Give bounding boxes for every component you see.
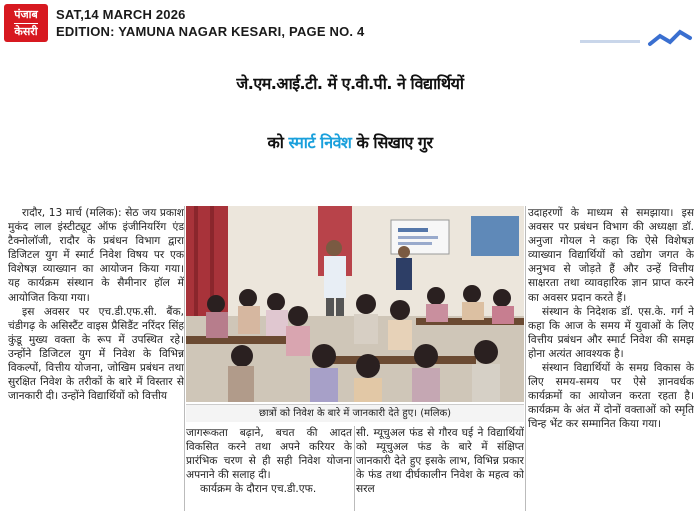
edition-info (56, 6, 364, 40)
headline-prefix: को (267, 133, 289, 152)
column-divider (184, 206, 185, 511)
issue-date: SAT,14 MARCH 2026 (56, 7, 186, 22)
article-paragraph: इस अवसर पर एच.डी.एफ.सी. बैंक, चंडीगढ़ के असिस्टैंट वाइस प्रैसिडैंट नरिंदर सिंह कुंडू मुख्य वक्ता के रूप में उपस्थित रहे। उन्होंने डिजिटल युग में निवेश के विभिन्न विकल्पों, वित्तीय योजना, जोखिम प्रबंधन तथा सुरक्षित निवेश के तरीकों के बारे में विस्तार से जानकारी दी। उन्होंने विद्यार्थियों को वित्तीय (8, 305, 184, 403)
article-paragraph: सी. म्यूचुअल फंड से गौरव घई ने विद्यार्थियों को म्यूचुअल फंड के बारे में संक्षिप्त जानकारी देते हुए इसके लाभ, विभिन्न प्रकार के फंड तथा दीर्घकालीन निवेश के महत्व को सरल (356, 427, 524, 496)
masthead (0, 0, 700, 46)
article-paragraph: संस्थान के निदेशक डॉ. एस.के. गर्ग ने कहा कि आज के समय में युवाओं के लिए वित्तीय प्रबंधन और स्मार्ट निवेश की समझ होना अत्यंत आवश्यक है। (528, 305, 694, 360)
article-paragraph: उदाहरणों के माध्यम से समझाया। इस अवसर पर प्रबंधन विभाग की अध्यक्षा डॉ. अनुजा गोयल ने कहा कि ऐसे विशेषज्ञ व्याख्यान विद्यार्थियों को उद्योग जगत के अनुभव से जोड़ते हैं और उन्हें वित्तीय साक्षरता तथा व्यावहारिक ज्ञान प्राप्त करने का अवसर प्रदान करते हैं। (528, 207, 694, 304)
logo-line-1: पंजाब (14, 7, 38, 24)
headline-accent: स्मार्ट निवेश (288, 133, 352, 152)
headline-line-2 (0, 112, 700, 174)
article-headline (0, 56, 700, 184)
headline-suffix: के सिखाए गुर (351, 133, 433, 152)
classroom-photo-illustration (186, 206, 524, 402)
column-divider (354, 426, 355, 511)
column-divider (525, 206, 526, 511)
newspaper-logo (4, 4, 48, 42)
article-column-middle-2 (356, 426, 524, 511)
article-column-middle-1 (186, 426, 352, 511)
edition-page: EDITION: YAMUNA NAGAR KESARI, PAGE NO. 4 (56, 24, 365, 39)
headline-line-1: जे.एम.आई.टी. में ए.वी.पी. ने विद्यार्थियों (236, 74, 464, 93)
article-column-left (8, 206, 184, 511)
article-paragraph: संस्थान विद्यार्थियों के समग्र विकास के लिए समय-समय पर ऐसे ज्ञानवर्धक कार्यक्रमों का आयोजन करता रहता है। कार्यक्रम के अंत में दोनों वक्ताओं को स्मृति चिन्ह भेंट कर सम्मानित किया गया। (528, 362, 694, 431)
photo-caption: छात्रों को निवेश के बारे में जानकारी देते हुए। (मलिक) (186, 404, 524, 422)
article-photo (186, 206, 524, 402)
corner-decoration-icon (580, 28, 700, 48)
article-column-right (528, 206, 694, 511)
logo-line-2: केसरी (14, 25, 38, 38)
article-paragraph: कार्यक्रम के दौरान एच.डी.एफ. (200, 483, 317, 496)
article-paragraph: जागरूकता बढ़ाने, बचत की आदत विकसित करने तथा अपने करियर के प्रारंभिक चरण से ही सही निवेश योजना अपनाने की सलाह दी। (186, 427, 352, 482)
article-paragraph: रादौर, 13 मार्च (मलिक): सेठ जय प्रकाश मुकंद लाल इंस्टीट्यूट ऑफ इंजीनियरिंग एंड टैक्नोलॉजी, रादौर के प्रबंधन विभाग द्वारा डिजिटल युग में स्मार्ट निवेश विषय पर एक विशेषज्ञ व्याख्यान का आयोजन किया गया। यह कार्यक्रम संस्थान के सैमीनार हॉल में आयोजित किया गया। (8, 207, 184, 304)
